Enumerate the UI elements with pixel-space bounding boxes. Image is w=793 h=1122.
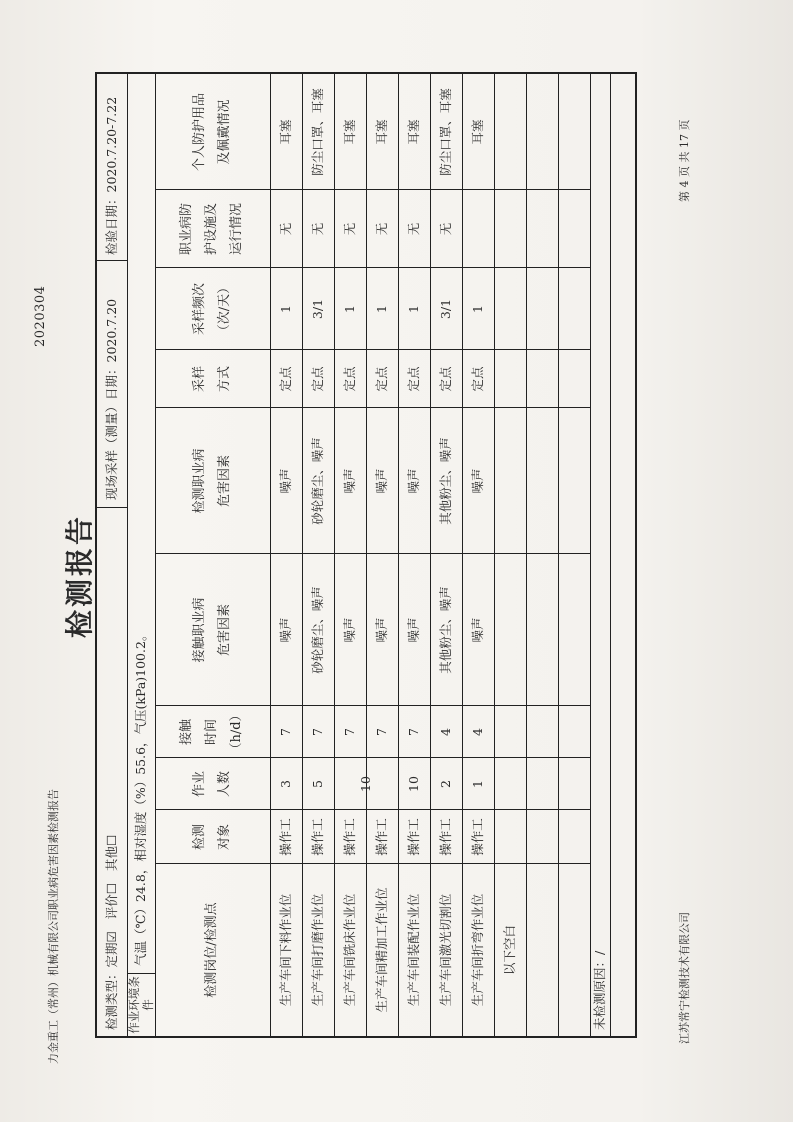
row-subject: 操作工: [470, 818, 486, 856]
row-position: 生产车间铣床作业位: [342, 893, 358, 1007]
row-ppe: 防尘口罩、耳塞: [438, 88, 454, 176]
row-ppe: 耳塞: [342, 119, 358, 145]
row-workers: 10: [406, 776, 422, 792]
row-ppe: 耳塞: [278, 119, 294, 145]
row-protection: 无: [438, 222, 454, 236]
detection-type: 检测类型：定期☑ 评价☐ 其他☐: [104, 834, 120, 1030]
row-ppe: 耳塞: [470, 119, 486, 145]
env-value: 气温（℃）24.8，相对湿度（%）55.6，气压(kPa)100.2。: [133, 628, 149, 966]
evaluation-option: 评价☐: [104, 883, 120, 920]
row-freq: 1: [406, 305, 422, 313]
row-method: 定点: [470, 366, 486, 392]
row-ppe: 防尘口罩、耳塞: [310, 88, 326, 176]
row-workers: 2: [438, 780, 454, 788]
row-hours: 7: [374, 728, 390, 736]
footer-company: 江苏常宁检测技术有限公司: [678, 912, 691, 1044]
row-subject: 操作工: [438, 818, 454, 856]
row-subject: 操作工: [406, 818, 422, 856]
sampling-date: 现场采样（测量）日期：2020.7.20: [104, 298, 120, 500]
header-hours: 接触 时间 （h/d）: [179, 708, 244, 756]
row-subject: 操作工: [310, 818, 326, 856]
row-detected: 其他粉尘、噪声: [438, 437, 454, 525]
serial-number: 2020304: [33, 285, 48, 347]
row-method: 定点: [406, 366, 422, 392]
row-method: 定点: [438, 366, 454, 392]
row-hours: 7: [406, 728, 422, 736]
row-exposure: 噪声: [374, 617, 390, 643]
row-freq: 1: [470, 305, 486, 313]
row-freq: 3/1: [438, 298, 454, 320]
row-protection: 无: [406, 222, 422, 236]
inspection-date: 检验日期：2020.7.20-7.22: [104, 96, 120, 255]
row-protection: 无: [278, 222, 294, 236]
row-protection: [462, 190, 494, 268]
row-protection: 无: [374, 222, 390, 236]
other-option: 其他☐: [104, 834, 120, 872]
row-position: 生产车间装配作业位: [406, 893, 422, 1007]
header-protection: 职业病防 护设施及 运行情况: [179, 203, 244, 256]
row-exposure: 噪声: [342, 617, 358, 643]
page-number: 第 4 页 共 17 页: [678, 119, 691, 202]
row-exposure: 噪声: [406, 617, 422, 643]
row-detected: 噪声: [406, 468, 422, 494]
row-position: 生产车间下料作业位: [278, 893, 294, 1007]
header-position: 检测岗位/检测点: [204, 902, 220, 998]
row-exposure: 噪声: [470, 617, 486, 643]
row-position: 生产车间激光切割位: [438, 893, 454, 1007]
row-freq: 1: [342, 305, 358, 313]
header-subject: 检测 对象: [191, 824, 232, 851]
row-position: 生产车间打磨作业位: [310, 893, 326, 1007]
row-workers: 5: [310, 780, 326, 788]
header-ppe: 个人防护用品 及佩戴情况: [191, 93, 232, 172]
row-freq: 1: [374, 305, 390, 313]
row-position: 以下空白: [502, 925, 518, 976]
row-detected: 噪声: [278, 468, 294, 494]
row-protection: 无: [342, 222, 358, 236]
row-hours: 7: [342, 728, 358, 736]
row-hours: 7: [310, 728, 326, 736]
row-workers: 1: [470, 780, 486, 788]
row-detected: 砂轮磨尘、噪声: [310, 437, 326, 525]
report-table: [95, 72, 637, 1038]
header-workers: 作业 人数: [191, 771, 232, 798]
row-ppe: 耳塞: [406, 119, 422, 145]
row-method: 定点: [374, 366, 390, 392]
report-title: 检测报告: [63, 513, 96, 638]
row-method: 定点: [342, 366, 358, 392]
not-tested-reason: 未检测原因：/: [592, 950, 608, 1030]
row-hours: 7: [278, 728, 294, 736]
row-exposure: 其他粉尘、噪声: [438, 586, 454, 674]
row-hours: 4: [438, 728, 454, 736]
row-detected: 噪声: [374, 468, 390, 494]
header-method: 采样 方式: [191, 366, 232, 393]
row-method: 定点: [310, 366, 326, 392]
row-workers: 3: [278, 780, 294, 788]
row-exposure: 砂轮磨尘、噪声: [310, 586, 326, 674]
row-hours: 4: [470, 728, 486, 736]
row-subject: 操作工: [374, 818, 390, 856]
row-position: 生产车间折弯作业位: [470, 893, 486, 1007]
row-exposure: 噪声: [278, 617, 294, 643]
row-position: 生产车间精加工作业位: [374, 887, 390, 1013]
row-subject: 操作工: [278, 818, 294, 856]
header-exposure: 接触职业病 危害因素: [191, 597, 232, 663]
header-freq: 采样频次 （次/天）: [191, 280, 232, 338]
row-subject: 操作工: [342, 818, 358, 856]
row-detected: 噪声: [470, 468, 486, 494]
row-freq: 3/1: [310, 298, 326, 320]
company-header: 力金重工（常州）机械有限公司职业病危害因素检测报告: [47, 789, 60, 1064]
header-detected: 检测职业病 危害因素: [191, 448, 232, 514]
row-method: 定点: [278, 366, 294, 392]
row-workers: 10: [358, 776, 374, 792]
row-ppe: 耳塞: [374, 119, 390, 145]
row-freq: 1: [278, 305, 294, 313]
row-protection: 无: [310, 222, 326, 236]
row-detected: 噪声: [342, 468, 358, 494]
env-label: 作业环境条件: [126, 976, 155, 1034]
